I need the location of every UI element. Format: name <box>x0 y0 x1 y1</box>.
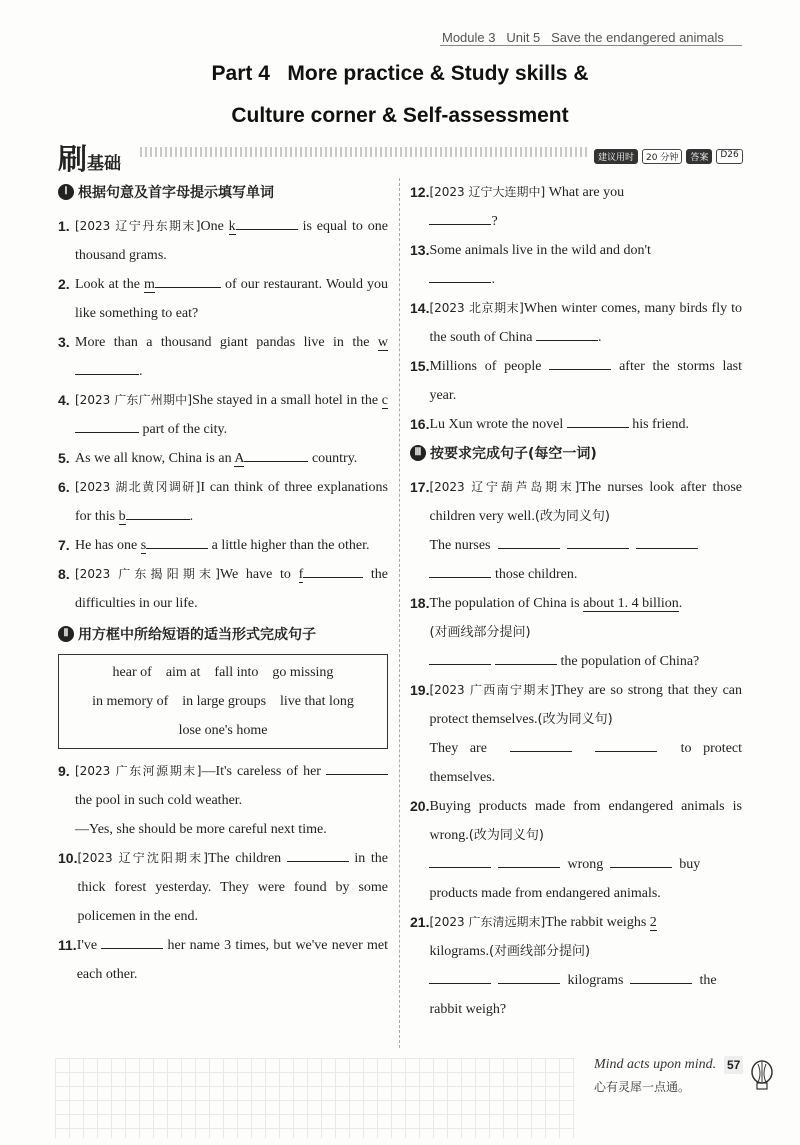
question-text: I've <box>76 938 98 953</box>
time-label: 建议用时 <box>594 149 638 164</box>
phrase-item: go missing <box>272 665 334 680</box>
question-number: 15. <box>410 358 430 374</box>
question-number: 1. <box>58 218 70 234</box>
initial-letter: A <box>234 451 245 466</box>
question-number: 12. <box>410 184 430 200</box>
question-text: As we all know, China is an <box>75 451 232 466</box>
answer-blank[interactable] <box>126 505 190 520</box>
question-number: 11. <box>58 937 77 953</box>
section-2-heading <box>58 624 388 644</box>
section-number-badge: Ⅲ <box>410 445 426 461</box>
question-number: 6. <box>58 479 70 495</box>
answer-page: D26 <box>716 149 742 164</box>
phrase-item: fall into <box>214 665 259 680</box>
question-text: Some animals live in the wild and don't <box>429 243 651 258</box>
section-1-heading <box>58 182 388 202</box>
question-number: 9. <box>58 763 70 779</box>
phrase-item: in memory of <box>92 694 169 709</box>
initial-letter: w <box>377 335 389 350</box>
answer-blank[interactable] <box>630 969 692 984</box>
column-divider <box>399 178 400 1048</box>
question-18 <box>410 589 742 676</box>
question-text: One <box>200 219 224 234</box>
question-text: of our restaurant. Would you like something to eat? <box>75 277 389 321</box>
answer-blank[interactable] <box>429 268 491 283</box>
answer-blank[interactable] <box>75 418 139 433</box>
answer-blank[interactable] <box>146 534 208 549</box>
time-minutes: 20 分钟 <box>642 149 682 164</box>
header-module: Module 3 <box>442 30 496 45</box>
answer-blank[interactable] <box>498 969 560 984</box>
question-text: is equal to one thousand grams. <box>75 219 388 263</box>
page-number: 57 <box>724 1056 743 1074</box>
question-19 <box>410 676 742 792</box>
question-text: The population of China is <box>429 596 580 611</box>
initial-letter: c <box>381 393 389 408</box>
answer-blank[interactable] <box>326 760 388 775</box>
question-source: [2023 辽宁大连期中] <box>429 185 546 199</box>
question-hint: (对画线部分提问) <box>429 625 531 640</box>
question-text: kilograms <box>567 973 624 988</box>
phrase-item: aim at <box>165 665 201 680</box>
question-11 <box>58 931 388 989</box>
answer-blank[interactable] <box>429 563 491 578</box>
left-column <box>58 178 388 989</box>
answer-blank[interactable] <box>495 650 557 665</box>
answer-blank[interactable] <box>101 934 163 949</box>
header-unit: Unit 5 <box>506 30 541 45</box>
question-4 <box>58 386 388 444</box>
phrase-box <box>58 654 388 749</box>
question-text: He has one <box>75 538 138 553</box>
question-text: the <box>699 973 717 988</box>
question-text: She stayed in a small hotel in the <box>192 393 379 408</box>
question-number: 21. <box>410 914 430 930</box>
phrase-item: lose one's home <box>178 723 268 738</box>
question-source: [2023 北京期末] <box>429 301 524 315</box>
section-title: 按要求完成句子(每空一词) <box>430 446 597 462</box>
brand-small: 基础 <box>87 154 122 174</box>
question-1 <box>58 212 388 270</box>
underlined-part: about 1. 4 billion <box>583 596 679 611</box>
question-text: The nurses <box>429 538 491 553</box>
question-text: after the storms last year. <box>429 359 743 403</box>
question-number: 4. <box>58 392 70 408</box>
question-14 <box>410 294 742 352</box>
initial-letter: s <box>140 538 147 553</box>
initial-letter: f <box>298 567 304 582</box>
question-15 <box>410 352 742 410</box>
answer-blank[interactable] <box>303 563 363 578</box>
question-text: I can think of three explanations for this <box>75 480 388 524</box>
answer-blank[interactable] <box>498 853 560 868</box>
question-12 <box>410 178 742 236</box>
question-source: [2023 广西南宁期末] <box>429 683 555 697</box>
footer-grid <box>55 1058 575 1138</box>
question-text: More than a thousand giant pandas live in the <box>75 335 370 350</box>
question-text: her name 3 times, but we've never met each other. <box>76 938 388 982</box>
question-source: [2023 湖北黄冈调研] <box>75 480 201 494</box>
answer-blank[interactable] <box>636 534 698 549</box>
underlined-part: 2 <box>649 915 657 930</box>
question-text: in the thick forest yesterday. They were found by some policemen in the end. <box>77 851 389 924</box>
question-text: . <box>189 509 194 524</box>
question-text: the pool in such cold weather. <box>75 793 243 808</box>
answer-blank[interactable] <box>429 210 491 225</box>
question-text: his friend. <box>632 417 689 432</box>
header-rule <box>440 45 742 46</box>
question-number: 5. <box>58 450 70 466</box>
question-text: The rabbit weighs <box>545 915 647 930</box>
footer-motto: Mind acts upon mind. <box>594 1057 717 1072</box>
question-5 <box>58 444 388 473</box>
question-3 <box>58 328 388 386</box>
initial-letter: k <box>228 219 236 234</box>
question-number: 18. <box>410 595 430 611</box>
question-text: products made from endangered animals. <box>429 886 661 901</box>
question-text: Lu Xun wrote the novel <box>429 417 564 432</box>
question-source: [2023 广东揭阳期末] <box>75 567 220 581</box>
section-title: 用方框中所给短语的适当形式完成句子 <box>78 627 316 643</box>
running-header <box>442 30 724 45</box>
answer-blank[interactable] <box>567 413 629 428</box>
question-20 <box>410 792 742 908</box>
question-text: those children. <box>494 567 578 582</box>
question-text: wrong <box>567 857 604 872</box>
time-info <box>594 149 743 164</box>
question-source: [2023 辽宁丹东期末] <box>75 219 201 233</box>
question-text: . <box>139 364 143 379</box>
question-text: part of the city. <box>142 422 228 437</box>
question-number: 20. <box>410 798 430 814</box>
section-number-badge: Ⅱ <box>58 626 74 642</box>
header-topic: Save the endangered animals <box>551 30 724 45</box>
answer-blank[interactable] <box>498 534 560 549</box>
section-number-badge: Ⅰ <box>58 184 74 200</box>
section-3-heading <box>410 443 742 463</box>
answer-blank[interactable] <box>244 447 308 462</box>
question-text: a little higher than the other. <box>211 538 370 553</box>
answer-blank[interactable] <box>567 534 629 549</box>
answer-blank[interactable] <box>429 853 491 868</box>
question-text: rabbit weigh? <box>429 1002 507 1017</box>
answer-blank[interactable] <box>155 273 221 288</box>
question-text: The nurses look after those children very well. <box>429 480 742 524</box>
question-hint: (改为同义句) <box>468 828 544 843</box>
question-hint: (对画线部分提问) <box>488 944 591 959</box>
answer-blank[interactable] <box>287 847 349 862</box>
right-column <box>410 178 742 1024</box>
question-text: . <box>491 272 495 287</box>
question-16 <box>410 410 742 439</box>
question-10 <box>58 844 388 931</box>
question-number: 13. <box>410 242 430 258</box>
question-text: Millions of people <box>429 359 542 374</box>
lightbulb-icon <box>750 1060 774 1094</box>
question-text: country. <box>311 451 358 466</box>
question-text: They are <box>429 741 487 756</box>
question-text: to protect themselves. <box>429 741 743 785</box>
question-text: ? <box>491 214 498 229</box>
question-text: The children <box>207 851 282 866</box>
question-text: Buying products made from endangered animals is wrong. <box>429 799 742 843</box>
answer-blank[interactable] <box>610 853 672 868</box>
question-text: buy <box>679 857 701 872</box>
answer-blank[interactable] <box>595 737 657 752</box>
question-number: 8. <box>58 566 70 582</box>
question-number: 19. <box>410 682 430 698</box>
question-17 <box>410 473 742 589</box>
question-hint: (改为同义句) <box>537 712 613 727</box>
decorative-dotline <box>140 147 590 157</box>
question-text: When winter comes, many birds fly to the south of China <box>429 301 742 345</box>
brand-big: 刷 <box>58 142 88 176</box>
question-number: 10. <box>58 850 78 866</box>
question-13 <box>410 236 742 294</box>
section-title: 根据句意及首字母提示填写单词 <box>78 185 274 201</box>
question-hint: (改为同义句) <box>534 509 610 524</box>
phrase-item: live that long <box>280 694 354 709</box>
question-8 <box>58 560 388 618</box>
brand-label <box>58 137 121 178</box>
question-source: [2023 辽宁葫芦岛期末] <box>429 480 580 494</box>
question-text: What are you <box>548 185 625 200</box>
question-number: 16. <box>410 416 430 432</box>
question-number: 2. <box>58 276 70 292</box>
answer-blank[interactable] <box>549 355 611 370</box>
answer-blank[interactable] <box>236 215 298 230</box>
question-text: —It's careless of her <box>201 764 321 779</box>
page-title-line1: Part 4 More practice & Study skills & <box>211 62 589 85</box>
question-2 <box>58 270 388 328</box>
question-number: 3. <box>58 334 70 350</box>
initial-letter: m <box>144 277 155 292</box>
answer-blank[interactable] <box>75 360 139 375</box>
answer-blank[interactable] <box>510 737 572 752</box>
question-text: the difficulties in our life. <box>75 567 389 611</box>
answer-blank[interactable] <box>429 969 491 984</box>
answer-blank[interactable] <box>536 326 598 341</box>
phrase-item: in large groups <box>182 694 267 709</box>
question-text: . <box>678 596 683 611</box>
question-text: We have to <box>219 567 291 582</box>
question-text: kilograms. <box>429 944 489 959</box>
question-7 <box>58 531 388 560</box>
initial-letter: b <box>118 509 126 524</box>
question-text: . <box>598 330 602 345</box>
question-6 <box>58 473 388 531</box>
answer-label: 答案 <box>686 149 712 164</box>
question-text: the population of China? <box>560 654 700 669</box>
question-source: [2023 广东清远期末] <box>429 915 546 929</box>
question-text: Look at the <box>75 277 140 292</box>
answer-blank[interactable] <box>429 650 491 665</box>
question-number: 7. <box>58 537 70 553</box>
question-9 <box>58 757 388 844</box>
question-source: [2023 广东河源期末] <box>75 764 202 778</box>
question-21 <box>410 908 742 1024</box>
question-number: 14. <box>410 300 430 316</box>
question-number: 17. <box>410 479 430 495</box>
question-source: [2023 广东广州期中] <box>75 393 193 407</box>
footer-motto-cn: 心有灵犀一点通。 <box>594 1080 691 1094</box>
question-source: [2023 辽宁沈阳期末] <box>77 851 208 865</box>
question-text: They are so strong that they can protect themselves. <box>429 683 743 727</box>
phrase-item: hear of <box>112 665 152 680</box>
page-title-line2: Culture corner & Self-assessment <box>231 104 569 127</box>
question-text: —Yes, she should be more careful next time. <box>75 822 327 837</box>
